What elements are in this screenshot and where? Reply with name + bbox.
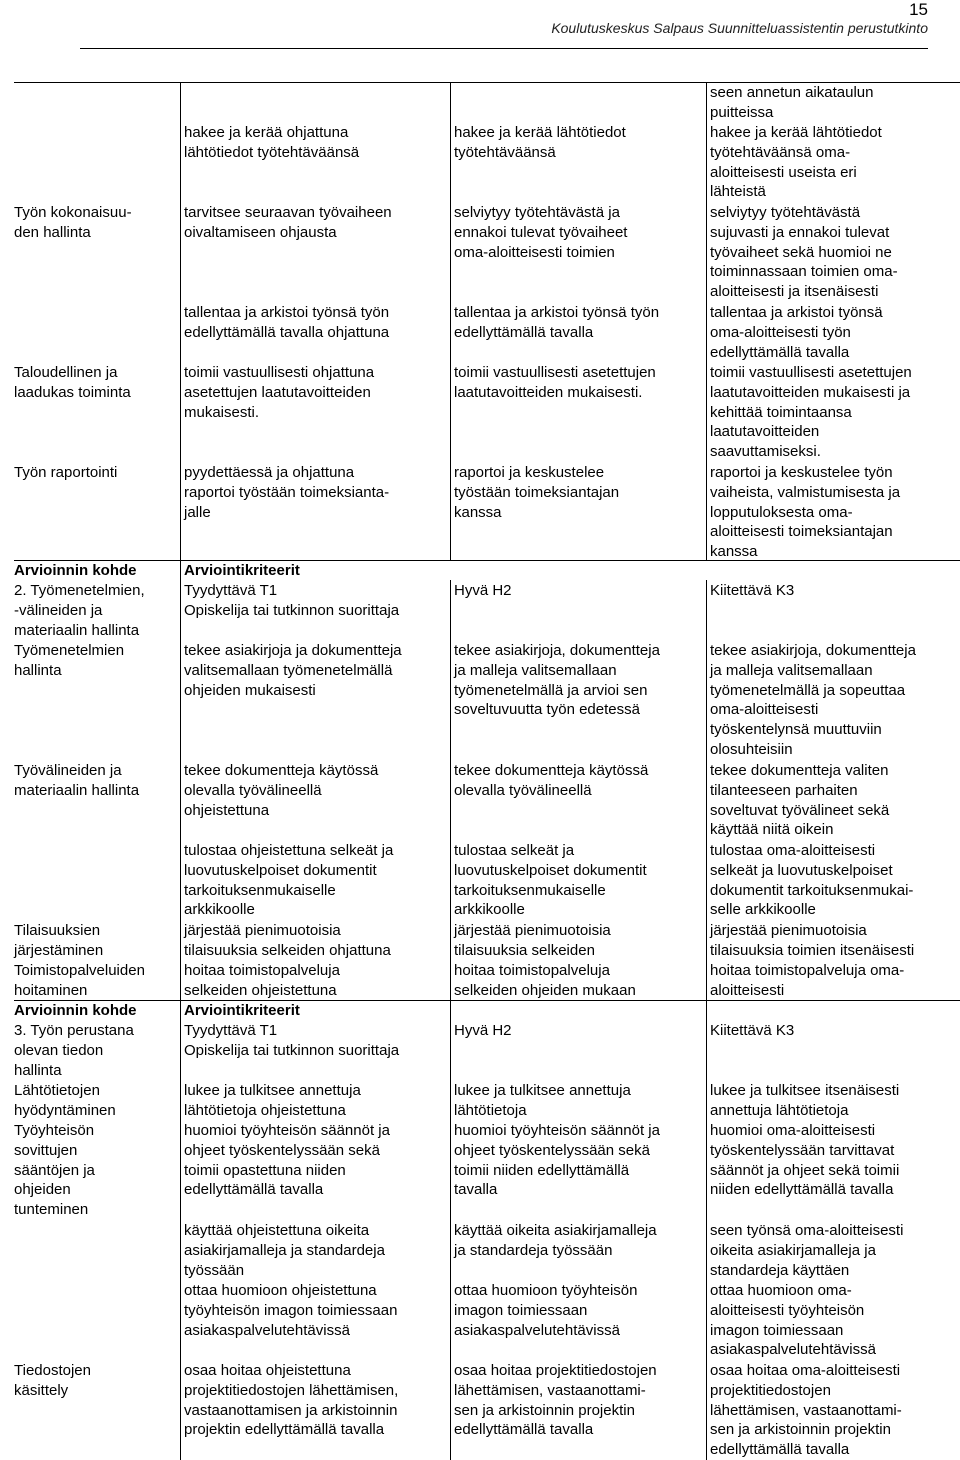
column-divider bbox=[706, 580, 707, 1020]
table-cell: osaa hoitaa ohjeistettuna projektitiedostojen lähettämisen, vastaanottamisen ja arkistoinnin projektin edellyttämällä tavalla bbox=[184, 1362, 399, 1439]
table-cell: Kiitettävä K3 bbox=[710, 1022, 795, 1039]
table-cell: Hyvä H2 bbox=[454, 582, 512, 599]
table-cell: selviytyy työtehtävästä sujuvasti ja ennakoi tulevat työvaiheet sekä huomioi ne toiminnassaan toimien oma- aloitteisesti ja itsenäisesti bbox=[710, 204, 898, 301]
table-cell: tekee dokumentteja käytössä olevalla työvälineellä bbox=[454, 762, 649, 799]
table-cell: tekee dokumentteja käytössä olevalla työvälineellä ohjeistettuna bbox=[184, 762, 379, 819]
table-cell: raportoi ja keskustelee työn vaiheista, valmistumisesta ja lopputuloksesta oma- aloitteisesti toimeksiantajan kanssa bbox=[710, 464, 901, 561]
table-cell: Tiedostojen käsittely bbox=[14, 1362, 91, 1399]
table-section-3 bbox=[14, 1000, 960, 1460]
table-cell: Taloudellinen ja laadukas toiminta bbox=[14, 364, 131, 401]
table-cell: hoitaa toimistopalveluja selkeiden ohjeistettuna bbox=[184, 962, 340, 999]
table-cell: Työyhteisön sovittujen sääntöjen ja ohjeiden tunteminen bbox=[14, 1122, 95, 1219]
table-cell: hakee ja kerää lähtötiedot työtehtäväänsä bbox=[454, 124, 626, 161]
table-cell: hoitaa toimistopalveluja selkeiden ohjeiden mukaan bbox=[454, 962, 636, 999]
table-cell: Kiitettävä K3 bbox=[710, 582, 795, 599]
table-cell: hoitaa toimistopalveluja oma- aloitteisesti bbox=[710, 962, 905, 999]
table-cell: huomioi oma-aloitteisesti työskentelyssään tarvittavat säännöt ja ohjeet sekä toimii niiden edellyttämällä tavalla bbox=[710, 1122, 900, 1199]
table-cell: Hyvä H2 bbox=[454, 1022, 512, 1039]
table-cell: selviytyy työtehtävästä ja ennakoi tulevat työvaiheet oma-aloitteisesti toimien bbox=[454, 204, 628, 261]
column-divider bbox=[706, 82, 707, 560]
table-cell: 2. Työmenetelmien, -välineiden ja materiaalin hallinta bbox=[14, 582, 145, 639]
table-header-cell: Arvioinnin kohde bbox=[14, 562, 137, 579]
table-cell: osaa hoitaa oma-aloitteisesti projektitiedostojen lähettämisen, vastaanottami- sen ja arkistoinnin projektin edellyttämällä tavalla bbox=[710, 1362, 902, 1459]
table-cell: osaa hoitaa projektitiedostojen lähettämisen, vastaanottami- sen ja arkistoinnin projektin edellyttämällä tavalla bbox=[454, 1362, 657, 1439]
table-cell: seen annetun aikataulun puitteissa bbox=[710, 84, 874, 121]
table-cell: toimii vastuullisesti ohjattuna asetettujen laatutavoitteiden mukaisesti. bbox=[184, 364, 375, 421]
table-cell: käyttää oikeita asiakirjamalleja ja standardeja työssään bbox=[454, 1222, 657, 1259]
table-cell: ottaa huomioon työyhteisön imagon toimiessaan asiakaspalvelutehtävissä bbox=[454, 1282, 638, 1339]
table-cell: tekee asiakirjoja, dokumentteja ja malleja valitsemallaan työmenetelmällä ja arvioi sen soveltuvuutta työn edetessä bbox=[454, 642, 660, 719]
table-cell: käyttää ohjeistettuna oikeita asiakirjamalleja ja standardeja työssään bbox=[184, 1222, 385, 1279]
table-cell: Toimistopalveluiden hoitaminen bbox=[14, 962, 145, 999]
table-cell: tulostaa oma-aloitteisesti selkeät ja luovutuskelpoiset dokumentit tarkoituksenmukai- selle arkkikoolle bbox=[710, 842, 914, 919]
table-cell: lukee ja tulkitsee annettuja lähtötietoja ohjeistettuna bbox=[184, 1082, 361, 1119]
table-header-cell: Arviointikriteerit bbox=[184, 562, 300, 579]
page-header: Koulutuskeskus Salpaus Suunnitteluassistentin perustutkinto bbox=[551, 20, 928, 36]
header-rule bbox=[80, 48, 928, 49]
column-divider bbox=[180, 560, 181, 1020]
table-cell: Työvälineiden ja materiaalin hallinta bbox=[14, 762, 140, 799]
table-cell: Tyydyttävä T1 bbox=[184, 1022, 278, 1039]
table-cell: lukee ja tulkitsee itsenäisesti annettuja lähtötietoja bbox=[710, 1082, 900, 1119]
table-cell: tulostaa selkeät ja luovutuskelpoiset dokumentit tarkoituksenmukaiselle arkkikoolle bbox=[454, 842, 647, 919]
table-cell: Opiskelija tai tutkinnon suorittaja bbox=[184, 1042, 400, 1059]
column-divider bbox=[450, 82, 451, 560]
table-cell: Työn kokonaisuu- den hallinta bbox=[14, 204, 132, 241]
table-header-cell: Arviointikriteerit bbox=[184, 1002, 300, 1019]
table-cell: toimii vastuullisesti asetettujen laatutavoitteiden mukaisesti. bbox=[454, 364, 656, 401]
table-cell: tallentaa ja arkistoi työnsä työn edellyttämällä tavalla ohjattuna bbox=[184, 304, 390, 341]
table-header-cell: Arvioinnin kohde bbox=[14, 1002, 137, 1019]
table-cell: raportoi ja keskustelee työstään toimeksiantajan kanssa bbox=[454, 464, 620, 521]
page-number: 15 bbox=[909, 0, 928, 19]
table-cell: ottaa huomioon ohjeistettuna työyhteisön imagon toimiessaan asiakaspalvelutehtävissä bbox=[184, 1282, 398, 1339]
table-cell: tallentaa ja arkistoi työnsä työn edellyttämällä tavalla bbox=[454, 304, 660, 341]
table-cell: tallentaa ja arkistoi työnsä oma-aloitteisesti työn edellyttämällä tavalla bbox=[710, 304, 883, 361]
table-cell: järjestää pienimuotoisia tilaisuuksia selkeiden ohjattuna bbox=[184, 922, 391, 959]
table-cell: tekee asiakirjoja ja dokumentteja valitsemallaan työmenetelmällä ohjeiden mukaisesti bbox=[184, 642, 402, 699]
table-cell: ottaa huomioon oma- aloitteisesti työyhteisön imagon toimiessaan asiakaspalvelutehtävissä bbox=[710, 1282, 876, 1359]
table-cell: seen työnsä oma-aloitteisesti oikeita asiakirjamalleja ja standardeja käyttäen bbox=[710, 1222, 904, 1279]
table-cell: Opiskelija tai tutkinnon suorittaja bbox=[184, 602, 400, 619]
table-cell: lukee ja tulkitsee annettuja lähtötietoja bbox=[454, 1082, 631, 1119]
table-cell: Lähtötietojen hyödyntäminen bbox=[14, 1082, 116, 1119]
table-cell: toimii vastuullisesti asetettujen laatutavoitteiden mukaisesti ja kehittää toimintaansa laatutavoitteiden saavuttamiseksi. bbox=[710, 364, 912, 461]
table-cell: tarvitsee seuraavan työvaiheen oivaltamiseen ohjausta bbox=[184, 204, 392, 241]
column-divider bbox=[180, 82, 181, 560]
table-cell: järjestää pienimuotoisia tilaisuuksia selkeiden bbox=[454, 922, 611, 959]
table-section-2 bbox=[14, 560, 960, 1020]
table-cell: tekee dokumentteja valiten tilanteeseen parhaiten soveltuvat työvälineet sekä käyttää niitä oikein bbox=[710, 762, 890, 839]
column-divider bbox=[450, 580, 451, 1020]
table-cell: hakee ja kerää ohjattuna lähtötiedot työtehtäväänsä bbox=[184, 124, 360, 161]
column-divider bbox=[706, 1020, 707, 1460]
table-cell: Työmenetelmien hallinta bbox=[14, 642, 125, 679]
table-section-1 bbox=[14, 82, 960, 560]
table-cell: Tyydyttävä T1 bbox=[184, 582, 278, 599]
table-cell: Tilaisuuksien järjestäminen bbox=[14, 922, 104, 959]
table-cell: Työn raportointi bbox=[14, 464, 118, 481]
table-cell: tekee asiakirjoja, dokumentteja ja malleja valitsemallaan työmenetelmällä ja sopeuttaa oma-aloitteisesti työskentelynsä muuttuviin olosuhteisiin bbox=[710, 642, 916, 758]
table-cell: tulostaa ohjeistettuna selkeät ja luovutuskelpoiset dokumentit tarkoituksenmukaiselle arkkikoolle bbox=[184, 842, 394, 919]
column-divider bbox=[450, 1020, 451, 1460]
table-cell: hakee ja kerää lähtötiedot työtehtäväänsä oma- aloitteisesti useista eri lähteistä bbox=[710, 124, 882, 201]
table-cell: 3. Työn perustana olevan tiedon hallinta bbox=[14, 1022, 134, 1079]
table-cell: huomioi työyhteisön säännöt ja ohjeet työskentelyssään sekä toimii opastettuna niiden edellyttämällä tavalla bbox=[184, 1122, 390, 1199]
table-cell: järjestää pienimuotoisia tilaisuuksia toimien itsenäisesti bbox=[710, 922, 915, 959]
column-divider bbox=[180, 1000, 181, 1460]
table-cell: huomioi työyhteisön säännöt ja ohjeet työskentelyssään sekä toimii niiden edellyttämällä tavalla bbox=[454, 1122, 660, 1199]
table-cell: pyydettäessä ja ohjattuna raportoi työstään toimeksianta- jalle bbox=[184, 464, 390, 521]
